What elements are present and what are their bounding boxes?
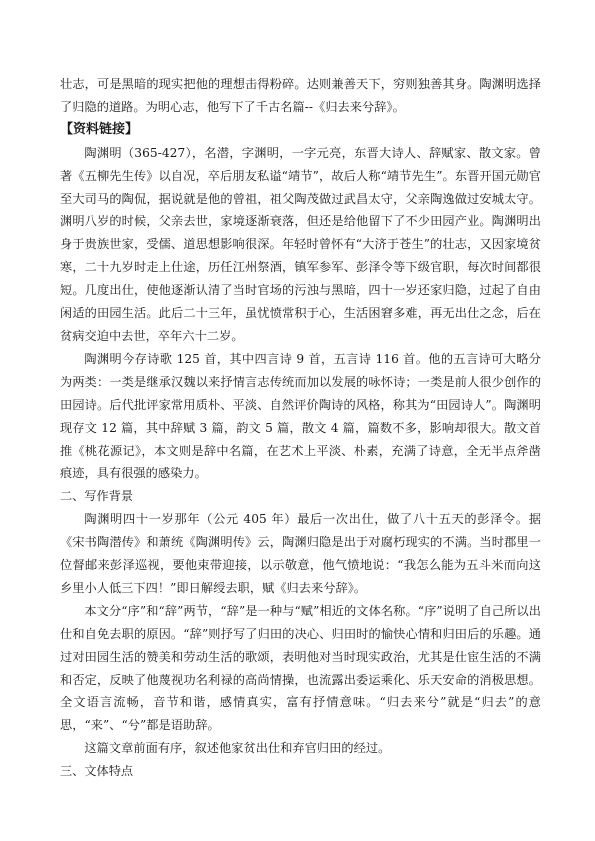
section-title-background: 二、写作背景	[60, 489, 134, 504]
resource-paragraph-bio: 陶渊明（365-427），名潜，字渊明，一字元亮，东晋大诗人、辞赋家、散文家。曾著《五柳先生传》以自况，卒后朋友私谥“靖节”，故后人称“靖节先生”。东晋开国元勋官至大司马的陶侃，据说就是他的曾祖，祖父陶茂做过武昌太守，父亲陶逸做过安城太守。渊明八岁的时候，父亲去世，家境逐渐衰落，但还是给他留下了不少田园产业。陶渊明出身于贵族世家，受儒、道思想影响很深。年轻时曾怀有“大济于苍生”的壮志，又因家境贫寒，二十九岁时走上仕途，历任江州祭酒，镇军参军、彭泽令等下级官职，每次时间都很短。几度出仕，使他逐渐认清了当时官场的污浊与黑暗，四十一岁还家归隐，过起了自由闲适的田园生活。此后二十三年，虽忧愤常积于心，生活困窘多难，再无出仕之念，后在贫病交迫中去世，卒年六十二岁。	[60, 145, 541, 343]
intro-paragraph: 壮志，可是黑暗的现实把他的理想击得粉碎。达则兼善天下，穷则独善其身。陶渊明选择了归隐的道路。为明心志，他写下了千古名篇--《归去来兮辞》。	[60, 77, 541, 114]
background-paragraph-1: 陶渊明四十一岁那年（公元 405 年）最后一次出仕，做了八十五天的彭泽令。据《宋书陶潜传》和萧统《陶渊明传》云，陶渊归隐是出于对腐朽现实的不满。当时郡里一位督邮来彭泽巡视，要他束带迎接，以示敬意，他气愤地说：“我怎么能为五斗米而向这乡里小人低三下四！”即日解绶去职，赋《归去来兮辞》。	[60, 512, 541, 595]
resource-heading: 【资料链接】	[60, 121, 139, 137]
section-title-genre: 三、文体特点	[60, 764, 134, 779]
background-paragraph-3: 这篇文章前面有序，叙述他家贫出仕和弃官归田的经过。	[84, 741, 391, 756]
background-paragraph-2: 本文分“序”和“辞”两节，“辞”是一种与“赋”相近的文体名称。“序”说明了自己所以出仕和自免去职的原因。“辞”则抒写了归田的决心、归田时的愉快心情和归田后的乐趣。通过对田园生活的赞美和劳动生活的歌颂，表明他对当时现实政治，尤其是仕宦生活的不满和否定，反映了他蔑视功名利禄的高尚情操，也流露出委运乘化、乐天安命的消极思想。全文语言流畅，音节和谐，感情真实，富有抒情意味。“归去来兮”就是“归去”的意思，“来”、“兮”都是语助辞。	[60, 603, 541, 733]
resource-paragraph-works: 陶渊明今存诗歌 125 首，其中四言诗 9 首，五言诗 116 首。他的五言诗可大略分为两类：一类是继承汉魏以来抒情言志传统而加以发展的咏怀诗；一类是前人很少创作的田园诗。后代批评家常用质朴、平淡、自然评价陶诗的风格，称其为“田园诗人”。陶渊明现存文 12 篇，其中辞赋 3 篇，韵文 5 篇，散文 4 篇，篇数不多，影响却很大。散文首推《桃花源记》，本文则是辞中名篇，在艺术上平淡、朴素，充满了诗意，全无半点斧凿痕迹，具有很强的感染力。	[60, 351, 541, 481]
